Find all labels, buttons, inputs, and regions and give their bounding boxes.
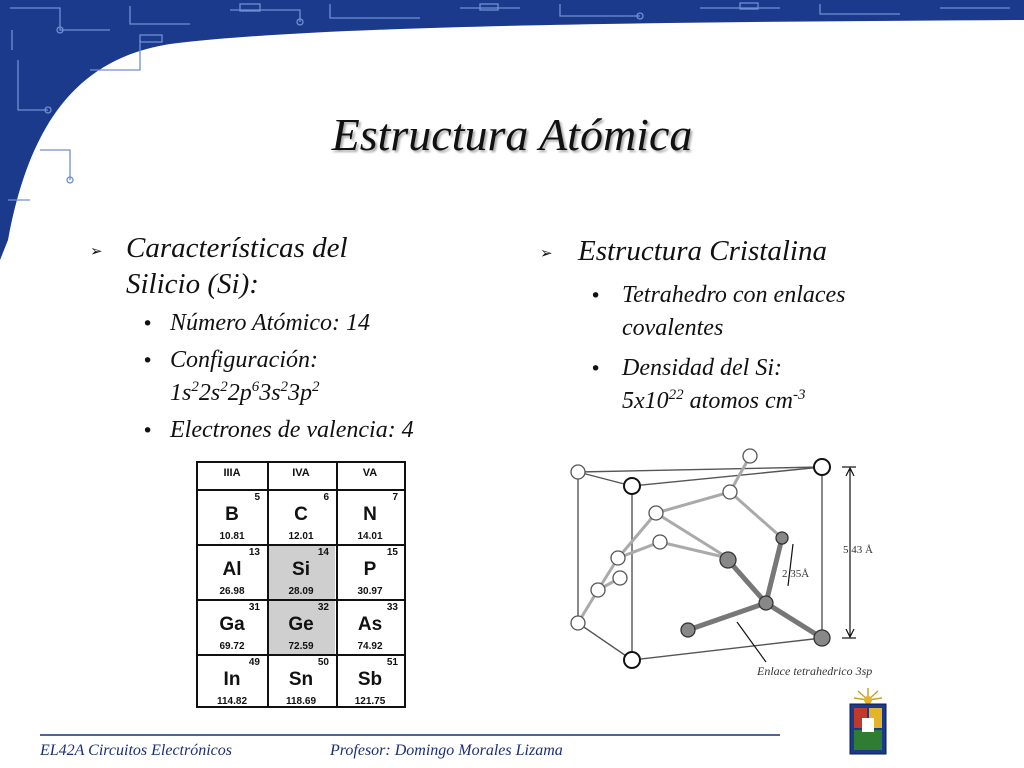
atomic-mass: 74.92 — [357, 641, 383, 652]
atomic-number: 31 — [248, 602, 260, 613]
element-cell-sn — [267, 656, 335, 709]
atomic-mass: 14.01 — [357, 531, 383, 542]
atomic-number: 5 — [254, 492, 260, 503]
atomic-mass: 30.97 — [357, 586, 383, 597]
element-symbol: N — [363, 504, 377, 525]
bullet-icon: • — [590, 285, 602, 307]
configuration-label: Configuración: — [170, 347, 318, 373]
element-symbol: In — [223, 669, 241, 690]
element-symbol: Ga — [219, 614, 245, 635]
tetrahedron-item — [622, 279, 846, 345]
atomic-number: 7 — [392, 492, 398, 503]
element-symbol: Ge — [288, 614, 314, 635]
atomic-number: 6 — [323, 492, 329, 503]
atomic-mass: 72.59 — [288, 641, 314, 652]
diamond-lattice-diagram — [560, 440, 900, 680]
atomic-number-item: Número Atómico: 14 — [170, 310, 370, 336]
element-cell-ga — [198, 601, 266, 654]
element-symbol: P — [363, 559, 377, 580]
element-cell-as — [336, 601, 404, 654]
atomic-mass: 10.81 — [219, 531, 245, 542]
element-cell-in — [198, 656, 266, 709]
element-symbol: Si — [292, 559, 310, 580]
atomic-number: 13 — [248, 547, 260, 558]
element-symbol: B — [225, 504, 239, 525]
element-symbol: Sb — [357, 669, 383, 690]
arrow-bullet-icon: ➢ — [540, 244, 553, 262]
element-symbol: Al — [222, 559, 242, 580]
configuration-item — [170, 344, 320, 410]
arrow-bullet-icon: ➢ — [90, 242, 103, 260]
tetrahedron-line1: Tetrahedro con enlaces — [622, 282, 846, 308]
group-header-iva: IVA — [292, 467, 310, 479]
element-cell-p — [336, 546, 404, 599]
element-cell-b — [198, 491, 266, 544]
atomic-number: 49 — [248, 657, 260, 668]
left-heading — [126, 230, 348, 302]
atomic-mass: 28.09 — [288, 586, 314, 597]
atomic-number: 51 — [386, 657, 398, 668]
group-header-va: VA — [362, 467, 378, 479]
atomic-number: 50 — [317, 657, 329, 668]
element-cell-ge — [267, 601, 335, 654]
density-line1: Densidad del Si: — [622, 355, 782, 381]
bullet-icon: • — [142, 350, 154, 372]
configuration-formula: $1s^22s^22p^63s^23p^2$ — [170, 379, 320, 406]
atomic-number: 14 — [317, 547, 329, 558]
slide-title: Estructura Atómica — [331, 109, 693, 160]
element-cell-si — [267, 546, 335, 599]
left-heading-line1: Características del — [126, 232, 348, 264]
atomic-mass: 12.01 — [288, 531, 314, 542]
element-symbol: Sn — [288, 669, 314, 690]
element-cell-c — [267, 491, 335, 544]
valence-item: Electrones de valencia: 4 — [170, 417, 414, 443]
atomic-number: 32 — [317, 602, 329, 613]
element-cell-sb — [336, 656, 404, 709]
bond-length-label: 2.35Å — [782, 568, 810, 580]
periodic-table — [196, 461, 406, 708]
atomic-mass: 121.75 — [354, 696, 386, 707]
professor-label: Profesor: Domingo Morales Lizama — [330, 742, 563, 759]
university-crest-icon — [840, 688, 896, 758]
element-symbol: C — [294, 504, 308, 525]
lattice-constant-label: 5.43 Å — [843, 544, 873, 556]
atomic-number: 33 — [386, 602, 398, 613]
tetrahedron-line2: covalentes — [622, 315, 724, 341]
bullet-icon: • — [142, 313, 154, 335]
left-heading-line2: Silicio (Si): — [126, 268, 259, 300]
group-header-iiia: IIIA — [223, 467, 241, 479]
bullet-icon: • — [590, 358, 602, 380]
atomic-number: 15 — [386, 547, 398, 558]
element-symbol: As — [357, 614, 383, 635]
course-label: EL42A Circuitos Electrónicos — [40, 742, 232, 759]
density-value: $5x10^{22}$ atomos $cm^{-3}$ — [622, 387, 806, 414]
right-heading: Estructura Cristalina — [578, 235, 827, 267]
atomic-mass: 118.69 — [285, 696, 317, 707]
atomic-mass: 26.98 — [219, 586, 245, 597]
element-cell-al — [198, 546, 266, 599]
density-item — [622, 352, 805, 418]
bullet-icon: • — [142, 420, 154, 442]
atomic-mass: 114.82 — [216, 696, 248, 707]
bond-caption: Enlace tetrahedrico 3sp — [757, 664, 873, 678]
atomic-mass: 69.72 — [219, 641, 245, 652]
element-cell-n — [336, 491, 404, 544]
